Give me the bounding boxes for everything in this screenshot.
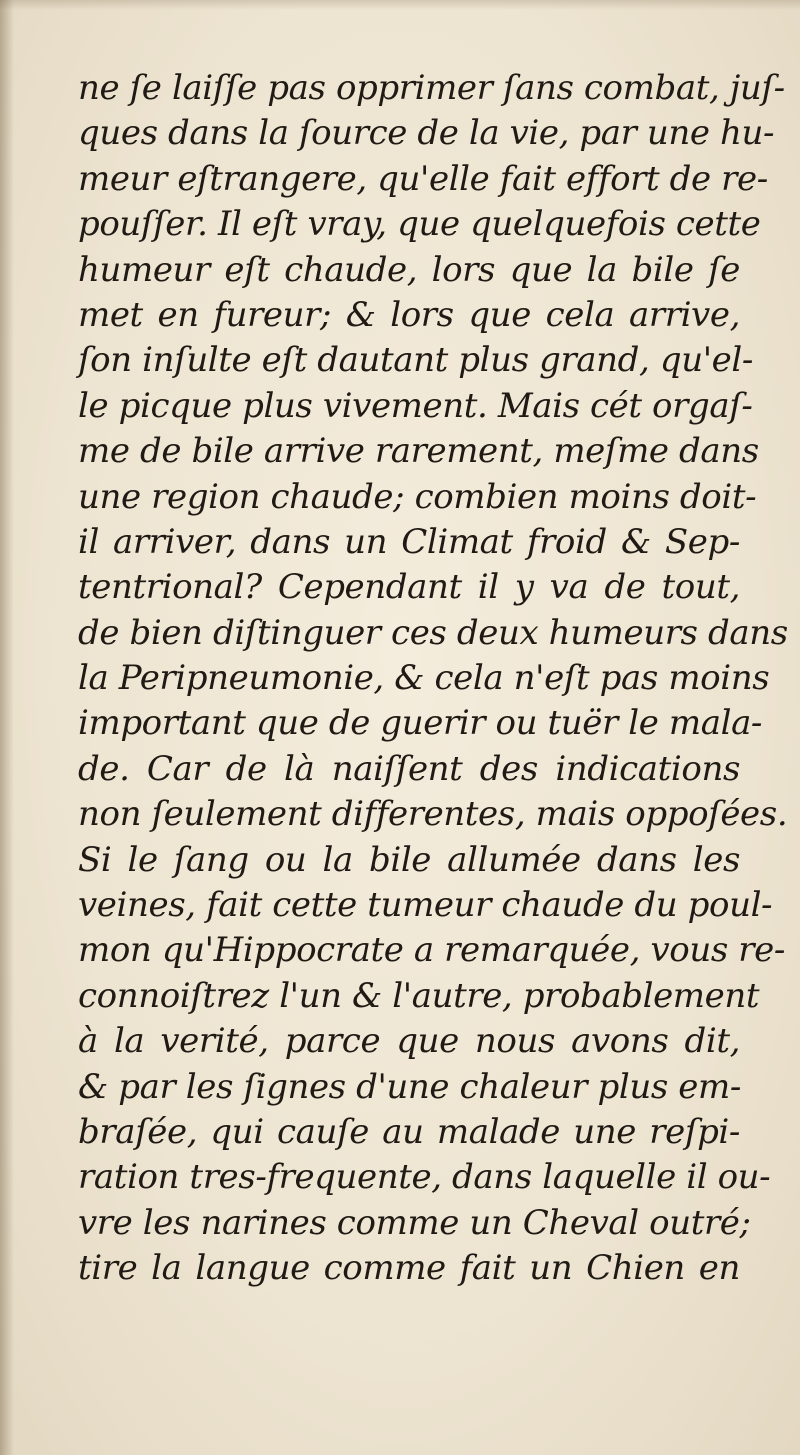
text-line: la Peripneumonie, & cela n'eſt pas moins [78,658,770,699]
text-line: connoiſtrez l'un & l'autre, probablement [78,975,760,1016]
text-line: de. Car de là naiſſent des indications [78,748,740,789]
text-line: humeur eſt chaude, lors que la bile ſe [78,249,740,290]
text-line: pouſſer. Il eſt vray, que quelquefois cette [78,204,761,245]
text-line: ques dans la ſource de la vie, par une hu- [78,113,775,154]
page-text-block [78,66,788,1292]
text-line: non ſeulement differentes, mais oppoſées. [78,794,788,835]
text-line: & par les ſignes d'une chaleur plus em- [78,1066,741,1107]
text-line: tentrional? Cependant il y va de tout, [78,567,740,608]
text-line: le picque plus vivement. Mais cét orgaſ- [78,385,753,426]
text-line: de bien diſtinguer ces deux humeurs dans [78,612,788,653]
text-line: braſée, qui cauſe au malade une reſpi- [78,1111,740,1152]
page-top-edge-shadow [0,0,800,10]
text-line: met en fureur; & lors que cela arrive, [78,294,740,335]
text-line: veines, fait cette tumeur chaude du poul- [78,885,773,926]
text-line: meur eſtrangere, qu'elle fait effort de re- [78,158,768,199]
text-line: tire la langue comme fait un Chien en [78,1248,740,1289]
text-line: il arriver, dans un Climat froid & Sep- [78,521,740,562]
text-line: ſon inſulte eſt dautant plus grand, qu'el- [78,340,753,381]
text-line: me de bile arrive rarement, meſme dans [78,431,759,472]
text-line: mon qu'Hippocrate a remarquée, vous re- [78,930,785,971]
text-line: vre les narines comme un Cheval outré; [78,1202,751,1243]
text-line: ration tres-frequente, dans laquelle il ou- [78,1157,771,1198]
text-line: ne ſe laiſſe pas opprimer ſans combat, juſ- [78,68,785,108]
page-left-edge-shadow [0,0,14,1455]
text-line: une region chaude; combien moins doit- [78,476,757,517]
text-line: important que de guerir ou tuër le mala- [78,703,763,744]
text-line: à la verité, parce que nous avons dit, [78,1021,740,1062]
text-line: Si le ſang ou la bile allumée dans les [78,839,740,880]
